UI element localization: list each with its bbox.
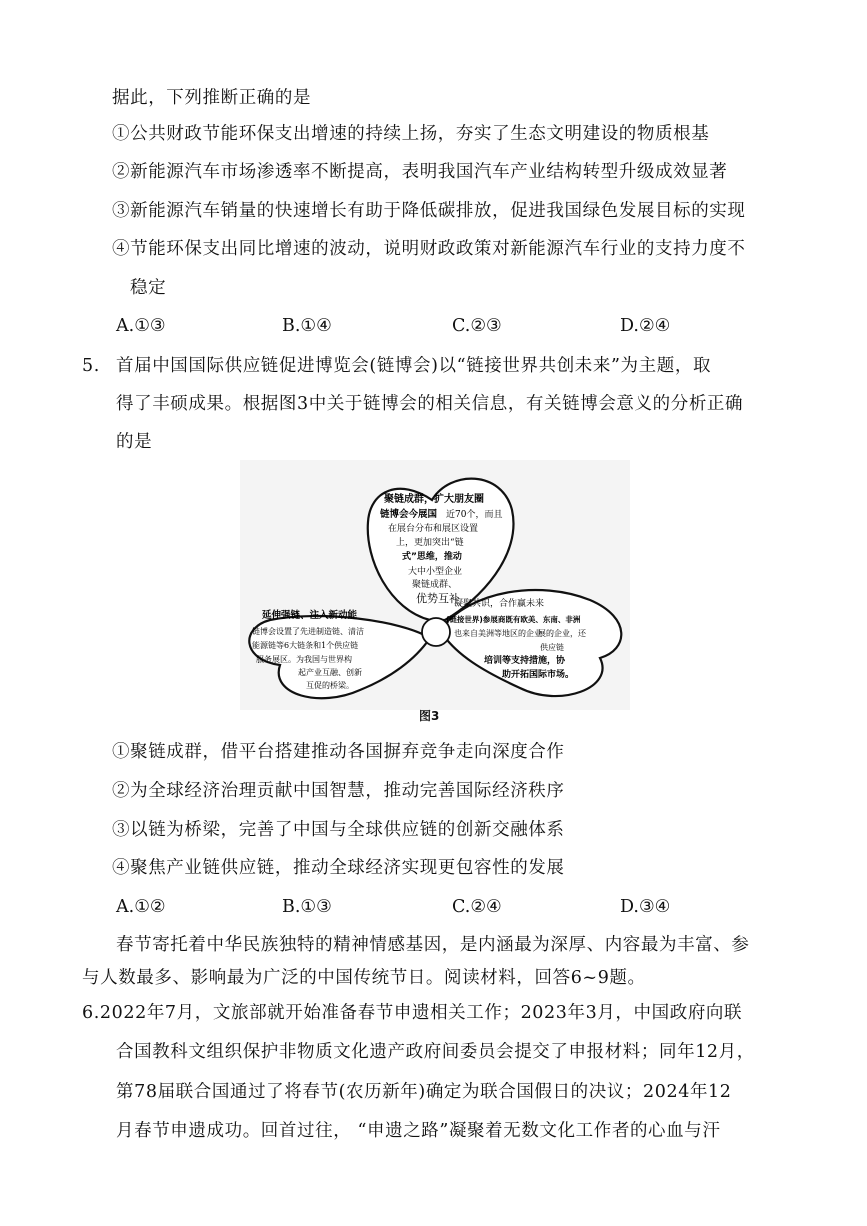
q6-line-4: 月春节申遗成功。回首过往， “申遗之路”凝聚着无数文化工作者的心血与汗 bbox=[116, 1121, 721, 1141]
intro-line-2: 与人数最多、影响最为广泛的中国传统节日。阅读材料，回答6~9题。 bbox=[82, 968, 646, 988]
right-petal-line-3: 展的企业，还 bbox=[538, 629, 586, 638]
top-petal-line-2b: 近70个，而且 bbox=[446, 510, 503, 520]
left-petal-line-2: 链博会设置了先进制造链、清洁 bbox=[252, 627, 364, 636]
q4-item-4: ④节能环保支出同比增速的波动，说明财政政策对新能源汽车行业的支持力度不 bbox=[112, 239, 746, 259]
left-petal-line-5: 起产业互融、创新 bbox=[298, 668, 362, 677]
top-petal-title: 聚链成群，扩大朋友圈 bbox=[384, 494, 484, 505]
top-petal-line-4: 上，更加突出“链 bbox=[396, 538, 464, 548]
flower-figure bbox=[240, 460, 630, 710]
q4-item-1: ①公共财政节能环保支出增速的持续上扬，夯实了生态文明建设的物质根基 bbox=[112, 124, 710, 144]
q6-line-1: 6.2022年7月，文旅部就开始准备春节申遗相关工作；2023年3月，中国政府向联 bbox=[82, 1003, 743, 1023]
q5-stem-line-3: 的是 bbox=[116, 432, 153, 452]
q4-stem: 据此，下列推断正确的是 bbox=[112, 88, 312, 108]
left-petal-line-4: 服务展区。为我国与世界构 bbox=[256, 655, 352, 664]
top-petal-line-6: 大中小型企业 bbox=[408, 567, 463, 577]
q5-option-a: A.①② bbox=[116, 897, 166, 917]
right-petal-line-4: 也来自美洲等地区的企业 bbox=[454, 629, 542, 638]
q5-stem-line-1: 首届中国国际供应链促进博览会(链博会)以“链接世界共创未来”为主题，取 bbox=[116, 356, 712, 376]
figure-caption: 图3 bbox=[419, 709, 440, 723]
top-petal-line-8: 优势互补 bbox=[416, 592, 460, 605]
q5-item-1: ①聚链成群，借平台搭建推动各国摒弃竞争走向深度合作 bbox=[112, 742, 565, 762]
q5-item-4: ④聚焦产业链供应链，推动全球经济实现更包容性的发展 bbox=[112, 858, 565, 878]
q5-option-c: C.②④ bbox=[452, 897, 502, 917]
q5-option-d: D.③④ bbox=[620, 897, 671, 917]
top-petal-line-7: 聚链成群、 bbox=[412, 580, 458, 590]
q4-item-2: ②新能源汽车市场渗透率不断提高，表明我国汽车产业结构转型升级成效显著 bbox=[112, 162, 728, 182]
right-petal-line-5: 供应链 bbox=[540, 643, 564, 652]
q4-item-4-cont: 稳定 bbox=[130, 278, 167, 298]
q4-option-b: B.①④ bbox=[282, 316, 332, 336]
top-petal-line-3: 在展台分布和展区设置 bbox=[388, 524, 479, 534]
right-petal-bold-2: 助开拓国际市场。 bbox=[502, 670, 575, 680]
top-petal-line-5: 式”思维，推动 bbox=[402, 552, 462, 562]
q4-option-c: C.②③ bbox=[452, 316, 502, 336]
intro-line-1: 春节寄托着中华民族独特的精神情感基因，是内涵最为深厚、内容最为丰富、参 bbox=[116, 935, 750, 955]
q5-item-3: ③以链为桥梁，完善了中国与全球供应链的创新交融体系 bbox=[112, 820, 565, 840]
q5-item-2: ②为全球经济治理贡献中国智慧，推动完善国际经济秩序 bbox=[112, 781, 565, 801]
q4-option-a: A.①③ bbox=[116, 316, 166, 336]
right-petal-line-2: (链接世界)参展商既有欧美、东南、非洲 bbox=[446, 615, 581, 624]
q5-stem-line-2: 得了丰硕成果。根据图3中关于链博会的相关信息，有关链博会意义的分析正确 bbox=[116, 394, 744, 414]
right-petal-bold-1: 培训等支持措施，协 bbox=[484, 656, 566, 666]
q5-number: 5. bbox=[82, 356, 100, 376]
q6-line-2: 合国教科文组织保护非物质文化遗产政府间委员会提交了申报材料；同年12月， bbox=[116, 1042, 755, 1062]
q5-option-b: B.①③ bbox=[282, 897, 332, 917]
left-petal-line-6: 互促的桥梁。 bbox=[306, 681, 354, 690]
q4-option-d: D.②④ bbox=[620, 316, 671, 336]
left-petal-line-3: 能源链等6大链条和1个供应链 bbox=[252, 641, 359, 650]
left-petal-title: 延伸强链、注入新动能 bbox=[262, 610, 358, 621]
q6-line-3: 第78届联合国通过了将春节(农历新年)确定为联合国假日的决议；2024年12 bbox=[116, 1082, 732, 1102]
top-petal-line-2a: 链博会今展国 bbox=[380, 509, 438, 520]
right-petal-title: 凝聚共识，合作赢未来 bbox=[454, 599, 545, 609]
q4-item-3: ③新能源汽车销量的快速增长有助于降低碳排放，促进我国绿色发展目标的实现 bbox=[112, 201, 746, 221]
